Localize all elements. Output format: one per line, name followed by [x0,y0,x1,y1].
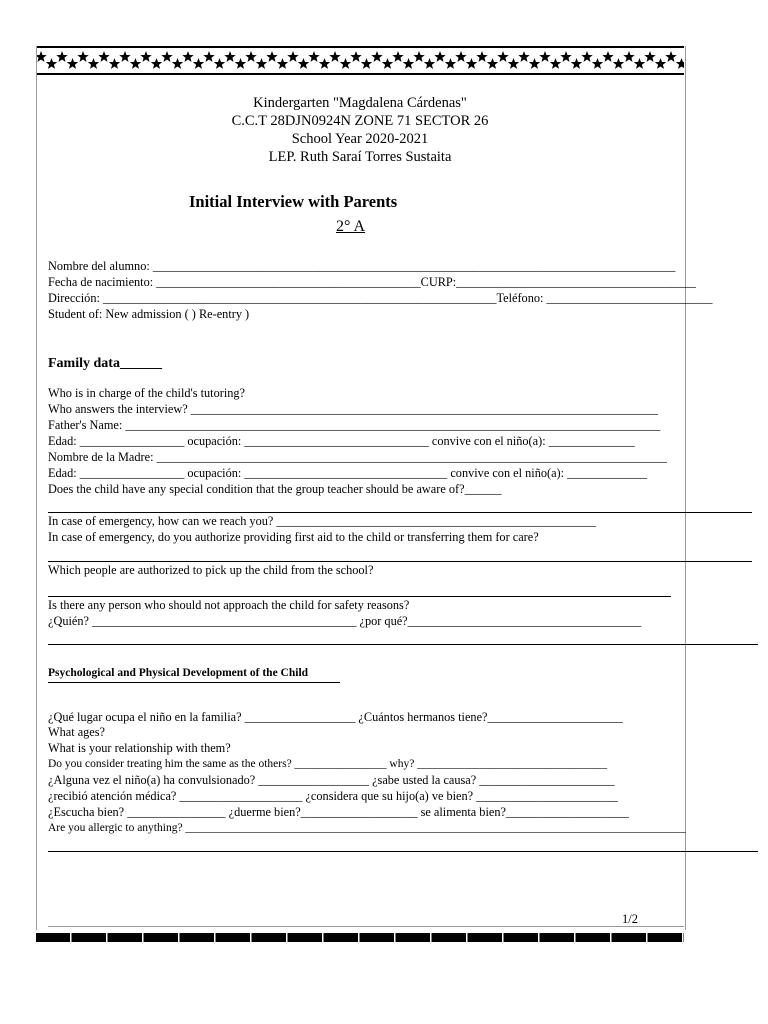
border-slit [430,933,432,942]
group-label: 2° A [336,218,366,235]
border-slit [322,933,324,942]
student-name-line: Nombre del alumno: _____________________________________________________________________________________ [48,259,676,273]
border-slit [286,933,288,942]
border-slit [574,933,576,942]
psych-line: ¿Escucha bien? ________________ ¿duerme bien?___________________ se alimenta bien?____________________ [48,805,629,819]
page-number: 1/2 [622,912,638,926]
psych-line: What ages? [48,725,106,739]
family-line: Who is in charge of the child's tutoring? [48,386,245,400]
border-slit [178,933,180,942]
answer-rule [48,561,752,562]
psych-line: ¿Alguna vez el niño(a) ha convulsionado? __________________ ¿sabe usted la causa? ______________________ [48,773,615,787]
teacher-name: LEP. Ruth Saraí Torres Sustaita [268,149,452,165]
school-cct: C.C.T 28DJN0924N ZONE 71 SECTOR 26 [231,113,489,129]
answer-rule [48,596,671,597]
border-slit [214,933,216,942]
border-slit [466,933,468,942]
psych-heading: Psychological and Physical Development of the Child [48,667,309,679]
family-line: Who answers the interview? ____________________________________________________________________________ [48,402,659,416]
address-line: Dirección: ________________________________________________________________Teléfono: ___________________________ [48,291,713,305]
family-line: In case of emergency, how can we reach you? ____________________________________________________ [48,514,597,528]
birth-date-line: Fecha de nacimiento: ___________________________________________CURP:_______________________________________ [48,275,696,289]
border-slit [142,933,144,942]
student-of-line: Student of: New admission ( ) Re-entry ) [48,307,250,321]
family-line: Is there any person who should not approach the child for safety reasons? [48,598,410,612]
border-slit [646,933,648,942]
border-slit [610,933,612,942]
family-line: Does the child have any special condition that the group teacher should be aware of?______ [48,482,502,496]
answer-rule [48,851,758,852]
border-slit [538,933,540,942]
family-line: In case of emergency, do you authorize providing first aid to the child or transferring them for care? [48,530,539,544]
family-line: Edad: _________________ ocupación: ______________________________ convive con el niño(a): ______________ [48,434,635,448]
family-line: Father's Name: _______________________________________________________________________________________ [48,418,661,432]
school-name: Kindergarten "Magdalena Cárdenas" [253,95,467,111]
bottom-border [36,933,684,942]
border-slit [682,933,684,942]
bottom-border-pattern [36,933,684,942]
psych-line: ¿recibió atención médica? ____________________ ¿considera que su hijo(a) ve bien? _______________________ [48,789,618,803]
school-year: School Year 2020-2021 [291,131,429,147]
psych-line: What is your relationship with them? [48,741,231,755]
answer-rule [48,512,752,513]
border-slit [502,933,504,942]
psych-line: Do you consider treating him the same as the others? ________________ why? _________________________________ [48,758,607,770]
family-data-heading: Family data______ [48,356,162,371]
border-slit [250,933,252,942]
family-line: Edad: _________________ ocupación: _________________________________ convive con el niño(a): _____________ [48,466,648,480]
border-slit [394,933,396,942]
family-line: Which people are authorized to pick up the child from the school? [48,563,374,577]
psych-heading-rule [48,682,340,683]
border-slit [70,933,72,942]
psych-line: ¿Qué lugar ocupa el niño en la familia? __________________ ¿Cuántos hermanos tiene?______________________ [48,710,623,724]
answer-rule [48,644,758,645]
bottom-rule [48,926,684,927]
school-header [36,94,684,166]
family-line: Nombre de la Madre: ___________________________________________________________________________________ [48,450,667,464]
border-slit [106,933,108,942]
document-title: Initial Interview with Parents [189,192,398,211]
family-line: ¿Quién? ___________________________________________ ¿por qué?______________________________________ [48,614,642,628]
border-slit [358,933,360,942]
psych-line: Are you allergic to anything? _______________________________________________________________________________________ [48,822,686,834]
